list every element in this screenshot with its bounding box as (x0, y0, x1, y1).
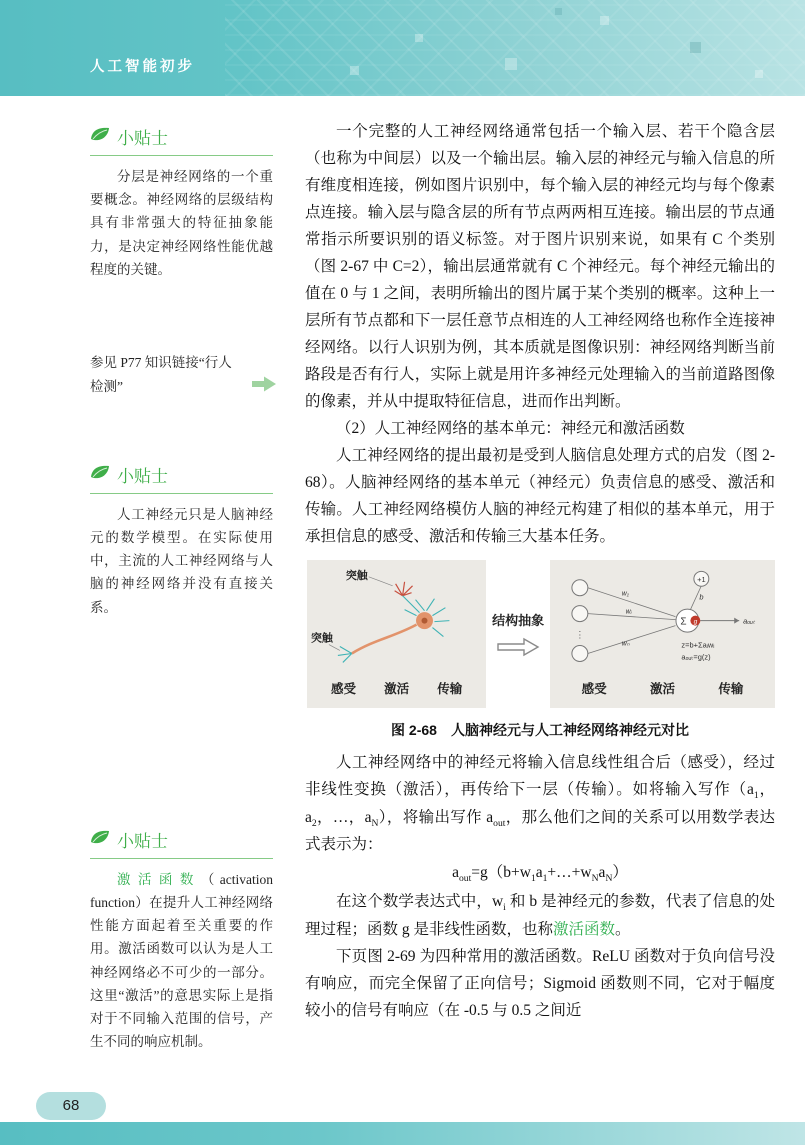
sidebar (90, 124, 273, 1054)
weight-n-label: wₙ (621, 640, 630, 648)
pattern-square (755, 70, 763, 78)
subscript: 1 (530, 873, 536, 885)
synapse-left-label: 突触 (310, 632, 333, 645)
text-run: ） (612, 864, 628, 882)
text-run: 人工神经网络中的神经元将输入信息线性组合后（感受），经过非线性变换（激活），再传给下一层（传输）。如将输入写作（a (305, 753, 775, 798)
arrow-right-icon (251, 375, 277, 401)
tip-body: 人工神经元只是人脑神经元的数学模型。在实际使用中，主流的人工神经网络与人脑的神经网络并没有直接关系。 (90, 506, 273, 615)
abstraction-arrow-block (486, 560, 550, 708)
aout-label: aₒᵤₜ (743, 616, 756, 626)
tip-box-neuron-model (90, 462, 273, 619)
circuit-pattern-decoration (225, 0, 805, 96)
dendrite-tuft (395, 581, 413, 595)
artificial-neuron-panel (550, 560, 775, 708)
tip-box-activation (90, 827, 273, 1054)
reference-text: 参见 P77 知识链接“行人检测” (90, 355, 232, 395)
paragraph-brain-inspiration: 人工神经网络的提出最初是受到人脑信息处理方式的启发（图 2-68）。人脑神经网络的基本单元（神经元）负责信息的感受、激活和传输。人工神经网络模仿人脑的神经元构建了相似的基本单元，用于承担信息的感受、激活和传输三大基本任务。 (305, 446, 775, 545)
subscript: N (371, 817, 379, 829)
text-run: ，…，a (316, 808, 372, 826)
activation-function-term: 激活函数 (553, 921, 616, 939)
text-run: 和 b 是神经元的参数，代表了信息的处理过程；函数 g 是非线性函数，也称 (305, 893, 775, 939)
equation-z: z=b+Σaᵢwᵢ (681, 640, 715, 650)
paragraph-neuron-math (305, 750, 775, 860)
weight-i-label: wᵢ (625, 608, 632, 616)
tip-body (90, 868, 273, 1054)
tip-title: 小贴士 (117, 129, 168, 148)
leaf-icon (90, 464, 110, 485)
tip-body: 分层是神经网络的一个重要概念。神经网络的层级结构具有非常强大的特征抽象能力，是决定神经网络性能优越程度的关键。 (90, 169, 273, 277)
pattern-square (600, 16, 609, 25)
pattern-square (505, 58, 517, 70)
figure-caption: 图 2-68 人脑神经元与人工神经网络神经元对比 (391, 721, 689, 738)
biological-neuron-illustration (307, 560, 486, 679)
abstraction-arrow-icon (496, 637, 540, 657)
bias-input-label: +1 (697, 574, 706, 584)
text-run: a (452, 864, 459, 882)
text-run: a (535, 864, 543, 882)
pattern-square (690, 42, 701, 53)
reference-note (90, 351, 273, 400)
text-run: ），将输出写作 a (378, 808, 494, 826)
text-run: 。 (615, 921, 631, 939)
tip-box-layers (90, 124, 273, 281)
subscript: 2 (311, 817, 317, 829)
artificial-neuron-diagram (550, 560, 775, 679)
text-run: ，a (305, 780, 775, 826)
subscript: N (591, 873, 599, 885)
text-run: ，那么他们之间的关系可以用数学表达式表示为： (305, 808, 775, 854)
label-transmit: 传输 (718, 681, 744, 696)
label-perceive: 感受 (331, 681, 357, 696)
page-number-pill (36, 1092, 106, 1120)
page-number: 68 (62, 1097, 80, 1114)
process-labels (307, 679, 486, 708)
subscript: out (493, 817, 506, 829)
tip-body-text: （activation function）在提升人工神经网络性能方面起着至关重要的作用。激活函数可以认为是人工神经网络必不可少的一部分。这里“激活”的意思实际上是指对于不同输入范围的信号，产生不同的响应机制。 (90, 871, 273, 1050)
paragraph-activation-examples: 下页图 2-69 为四种常用的激活函数。ReLU 函数对于负向信号没有响应，而完全保留了正向信号；Sigmoid 函数则不同，它对于幅度较小的信号有响应（在 -0.5 与 0.5 之间近 (305, 948, 775, 1019)
process-labels (550, 679, 775, 708)
label-activate: 激活 (384, 681, 410, 696)
tip-title: 小贴士 (117, 831, 168, 851)
subscript: i (503, 902, 506, 914)
leaf-icon (90, 126, 110, 147)
tip-header (90, 462, 273, 494)
pattern-square (415, 34, 423, 42)
main-column (305, 119, 775, 1025)
text-run: 在这个数学表达式中，w (336, 893, 504, 911)
weight-1-label: w₁ (621, 590, 629, 598)
biological-neuron-panel (307, 560, 486, 708)
subscript: 1 (542, 873, 548, 885)
abstraction-label: 结构抽象 (492, 612, 545, 628)
g-symbol: g (693, 618, 698, 626)
pattern-square (350, 66, 359, 75)
tip-title: 小贴士 (117, 466, 168, 486)
equation-aout: aₒᵤₜ=g(z) (681, 651, 711, 661)
synapse-top-label: 突触 (345, 569, 368, 582)
tip-header (90, 124, 273, 156)
figure-2-68 (307, 560, 775, 708)
label-activate: 激活 (649, 681, 675, 696)
tip-header (90, 827, 273, 859)
svg-text:⋮: ⋮ (575, 629, 585, 640)
text-run: a (598, 864, 606, 882)
paragraph-parameters (305, 889, 775, 944)
leaf-icon (90, 829, 110, 850)
label-perceive: 感受 (581, 681, 607, 696)
pattern-square (555, 8, 562, 15)
footer-band (0, 1122, 805, 1145)
label-transmit: 传输 (437, 681, 463, 696)
axon (352, 624, 417, 653)
paragraph-section-heading: （2）人工神经网络的基本单元：神经元和激活函数 (336, 419, 685, 437)
text-run: =g（b+w (471, 864, 531, 882)
bias-weight-label: b (699, 592, 704, 602)
text-run: +…+w (547, 864, 592, 882)
header-band (0, 0, 805, 96)
book-title: 人工智能初步 (90, 59, 195, 75)
neuron-formula (305, 860, 775, 888)
tip-highlight-term: 激活函数 (117, 871, 201, 887)
axon-terminal (338, 646, 352, 662)
subscript: out (458, 873, 472, 885)
sigma-symbol: Σ (680, 616, 687, 628)
subscript: 1 (753, 789, 759, 801)
subscript: N (605, 873, 613, 885)
paragraph-network-structure: 一个完整的人工神经网络通常包括一个输入层、若干个隐含层（也称为中间层）以及一个输出层。输入层的神经元与输入信息的所有维度相连接，例如图片识别中，每个输入层的神经元均与每个像素点连接。输入层与隐含层的所有节点两两相互连接。输出层的节点通常指示所要识别的语义标签。对于图片识别来说，如果有 C 个类别（图 2-67 中 C=2），输出层通常就有 C 个神经元。每个神经元输出的值在 0 与 1 之间，表明所输出的图片属于某个类别的概率。这种上一层所有节点都和下一层任意节点相连的人工神经网络也称作全连接神经网络。以行人识别为例，其本质就是图像识别：神经网络判断当前路段是否有行人，实际上就是用许多神经元处理输入的当前道路图像的像素，并从中提取特征信息，进而作出判断。 (305, 123, 775, 410)
